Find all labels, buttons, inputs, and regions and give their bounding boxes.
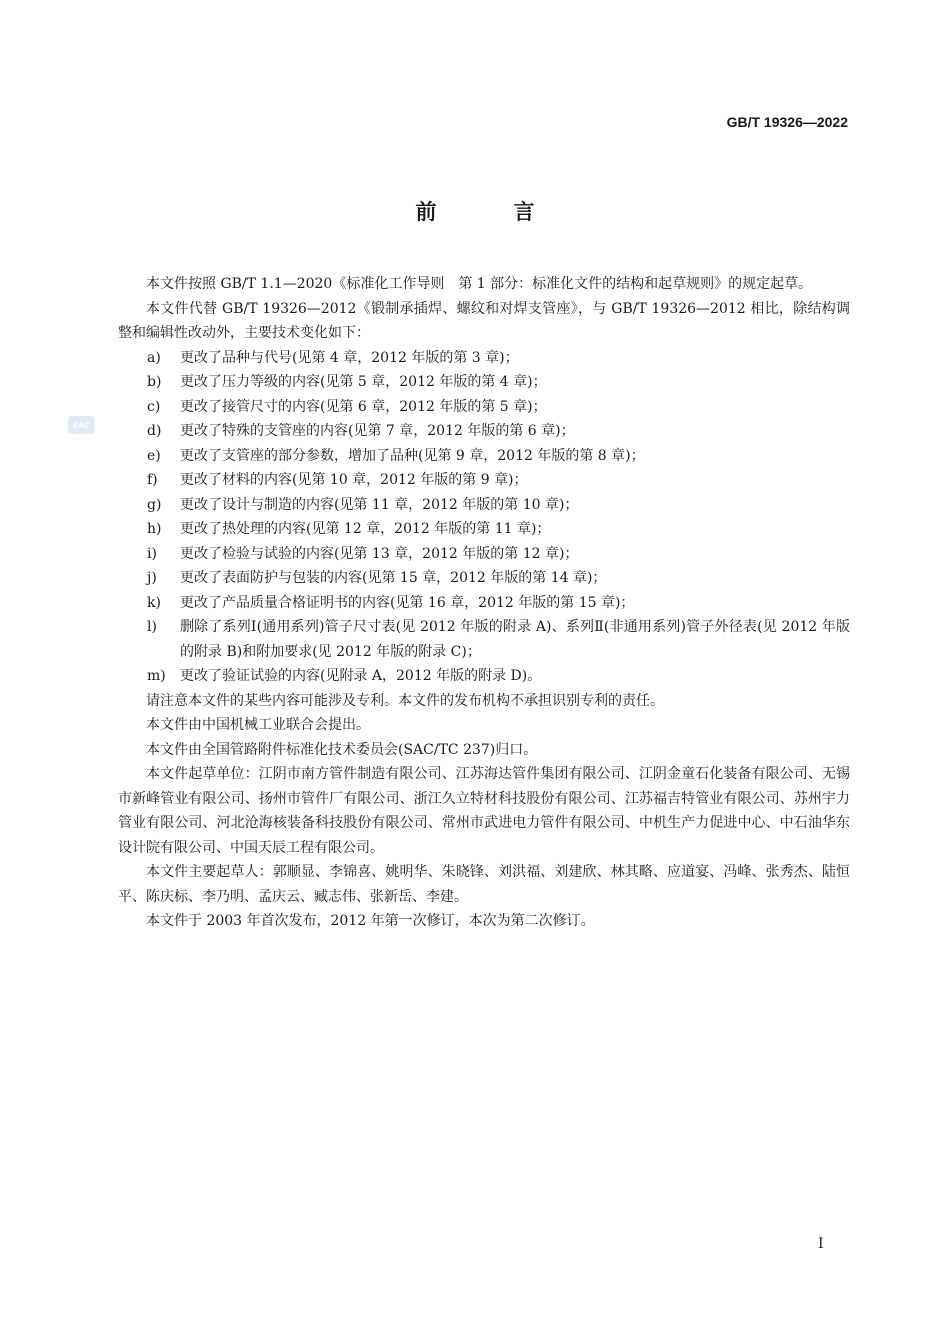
item-label: h) — [147, 521, 162, 537]
changes-list — [118, 346, 850, 689]
paragraph: 本文件主要起草人：郭顺显、李锦喜、姚明华、朱晓锋、刘洪福、刘建欣、林其略、应道宴、冯峰、张秀杰、陆恒平、陈庆标、李乃明、孟庆云、臧志伟、张新岳、李建。 — [118, 864, 850, 905]
item-text: 更改了压力等级的内容(见第 5 章，2012 年版的第 4 章)； — [180, 374, 547, 390]
foreword-body — [118, 272, 850, 934]
change-item — [147, 346, 850, 371]
item-label: a) — [147, 349, 161, 366]
item-label: i) — [147, 545, 157, 562]
change-item — [147, 542, 850, 567]
item-text: 更改了材料的内容(见第 10 章，2012 年版的第 9 章)； — [180, 472, 528, 488]
paragraph: 本文件代替 GB/T 19326—2012《锻制承插焊、螺纹和对焊支管座》，与 GB/T 19326—2012 相比，除结构调整和编辑性改动外，主要技术变化如下： — [118, 300, 850, 341]
change-item — [147, 395, 850, 420]
item-text: 更改了支管座的部分参数，增加了品种(见第 9 章，2012 年版的第 8 章)； — [180, 447, 645, 464]
item-label: d) — [147, 423, 162, 439]
item-text: 更改了特殊的支管座的内容(见第 7 章，2012 年版的第 6 章)； — [180, 423, 575, 439]
item-text: 更改了验证试验的内容(见附录 A，2012 年版的附录 D)。 — [180, 668, 542, 684]
change-item — [147, 444, 850, 469]
paragraph: 本文件由中国机械工业联合会提出。 — [146, 717, 370, 733]
item-text: 更改了产品质量合格证明书的内容(见第 16 章，2012 年版的第 15 章)； — [180, 594, 635, 611]
standard-number: GB/T 19326—2022 — [726, 114, 848, 130]
change-item — [147, 615, 850, 664]
item-text: 更改了热处理的内容(见第 12 章，2012 年版的第 11 章)； — [180, 521, 551, 537]
change-item — [147, 591, 850, 616]
change-item — [147, 370, 850, 395]
change-item — [147, 566, 850, 591]
paragraph: 本文件于 2003 年首次发布，2012 年第一次修订，本次为第二次修订。 — [146, 913, 595, 929]
change-item — [147, 517, 850, 542]
item-label: c) — [147, 398, 161, 415]
item-label: b) — [147, 374, 162, 390]
item-label: g) — [147, 496, 162, 513]
item-text: 更改了品种与代号(见第 4 章，2012 年版的第 3 章)； — [180, 349, 519, 366]
item-text: 更改了设计与制造的内容(见第 11 章，2012 年版的第 10 章)； — [180, 496, 579, 513]
item-text: 更改了检验与试验的内容(见第 13 章，2012 年版的第 12 章)； — [180, 545, 579, 562]
item-text: 更改了表面防护与包装的内容(见第 15 章，2012 年版的第 14 章)； — [180, 570, 607, 586]
paragraph: 请注意本文件的某些内容可能涉及专利。本文件的发布机构不承担识别专利的责任。 — [146, 692, 664, 709]
sac-watermark-logo: SAC — [68, 416, 94, 434]
item-label: f) — [147, 472, 158, 488]
item-label: k) — [147, 594, 161, 611]
page-number: I — [818, 1236, 824, 1252]
change-item — [147, 468, 850, 493]
change-item — [147, 419, 850, 444]
item-label: j) — [147, 570, 157, 586]
change-item — [147, 664, 850, 689]
item-label: e) — [147, 447, 161, 464]
page-title: 前 言 — [415, 199, 563, 224]
change-item — [147, 493, 850, 518]
item-label: l) — [147, 619, 157, 635]
paragraph: 本文件由全国管路附件标准化技术委员会(SAC/TC 237)归口。 — [146, 741, 538, 758]
item-text: 删除了系列Ⅰ(通用系列)管子尺寸表(见 2012 年版的附录 A)、系列Ⅱ(非通用系列)管子外径表(见 2012 年版的附录 B)和附加要求(见 2012 年版的附录 C)； — [180, 619, 850, 660]
item-label: m) — [147, 668, 166, 684]
paragraph: 本文件起草单位：江阴市南方管件制造有限公司、江苏海达管件集团有限公司、江阴金童石化装备有限公司、无锡市新峰管业有限公司、扬州市管件厂有限公司、浙江久立特材科技股份有限公司、江苏福吉特管业有限公司、苏州宇力管业有限公司、河北沧海核装备科技股份有限公司、常州市武进电力管件有限公司、中机生产力促进中心、中石油华东设计院有限公司、中国天辰工程有限公司。 — [118, 766, 850, 856]
item-text: 更改了接管尺寸的内容(见第 6 章，2012 年版的第 5 章)； — [180, 398, 547, 415]
paragraph: 本文件按照 GB/T 1.1—2020《标准化工作导则 第 1 部分：标准化文件的结构和起草规则》的规定起草。 — [146, 276, 813, 292]
